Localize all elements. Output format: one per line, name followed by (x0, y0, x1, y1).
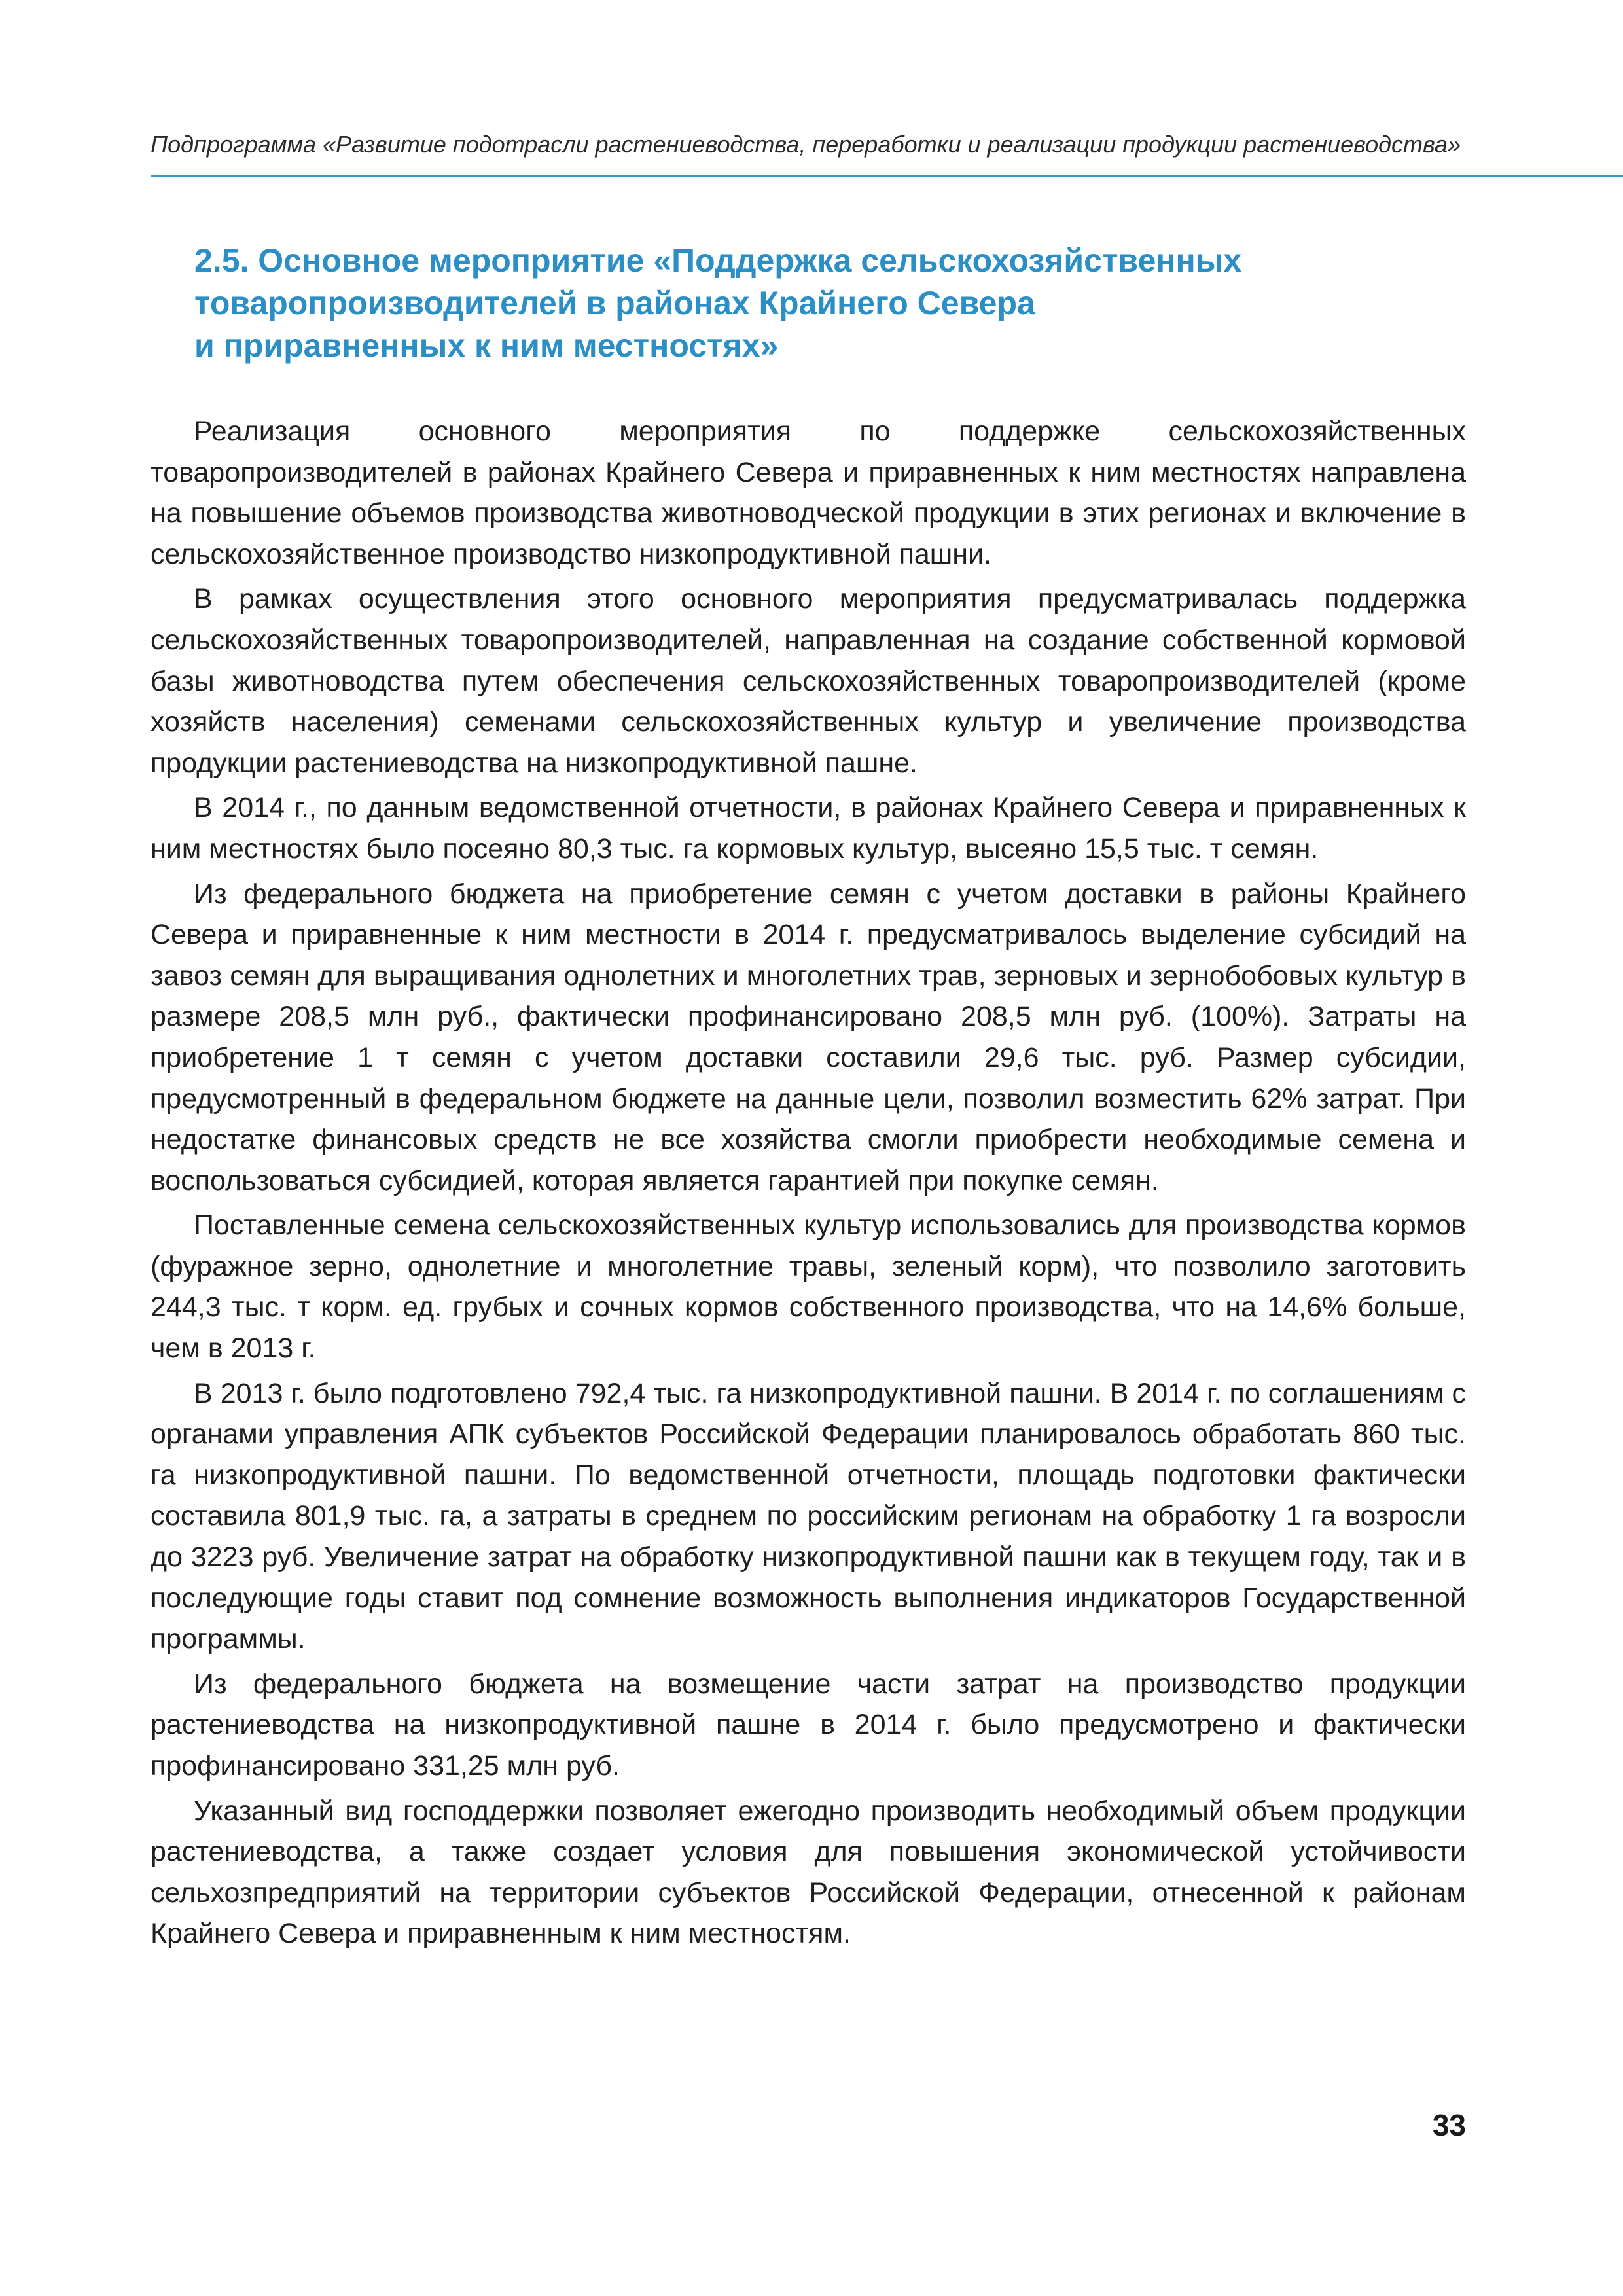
paragraph: Указанный вид господдержки позволяет ежегодно производить необходимый объем продукции растениеводства, а также создает условия для повышения экономической устойчивости сельхозпредприятий на территории субъектов Российской Федерации, отнесенной к районам Крайнего Севера и приравненным к ним местностям. (151, 1795, 1466, 1950)
paragraph: В 2013 г. было подготовлено 792,4 тыс. га низкопродуктивной пашни. В 2014 г. по соглашениям с органами управления АПК субъектов Российской Федерации планировалось обработать 860 тыс. га низкопродуктивной пашни. По ведомственной отчетности, площадь подготовки фактически составила 801,9 тыс. га, а затраты в среднем по российским регионам на обработку 1 га возросли до 3223 руб. Увеличение затрат на обработку низкопродуктивной пашни как в текущем году, так и в последующие годы ставит под сомнение возможность выполнения индикаторов Государственной программы. (151, 1377, 1466, 1655)
section-heading-line: 2.5. Основное мероприятие «Поддержка сельскохозяйственных (194, 242, 1242, 279)
page-number: 33 (1432, 2108, 1466, 2142)
section-heading-line: товаропроизводителей в районах Крайнего Севера (194, 285, 1035, 321)
running-header: Подпрограмма «Развитие подотрасли растениеводства, переработки и реализации продукции растениеводства» (151, 131, 1461, 158)
paragraph: В 2014 г., по данным ведомственной отчетности, в районах Крайнего Севера и приравненных к ним местностях было посеяно 80,3 тыс. га кормовых культур, высеяно 15,5 тыс. т семян. (151, 792, 1466, 865)
paragraph: Из федерального бюджета на приобретение семян с учетом доставки в районы Крайнего Севера и приравненные к ним местности в 2014 г. предусматривалось выделение субсидий на завоз семян для выращивания однолетних и многолетних трав, зерновых и зернобобовых культур в размере 208,5 млн руб., фактически профинансировано 208,5 млн руб. (100%). Затраты на приобретение 1 т семян с учетом доставки составили 29,6 тыс. руб. Размер субсидии, предусмотренный в федеральном бюджете на данные цели, позволил возместить 62% затрат. При недостатке финансовых средств не все хозяйства смогли приобрести необходимые семена и воспользоваться субсидией, которая является гарантией при покупке семян. (151, 878, 1466, 1196)
paragraph: В рамках осуществления этого основного мероприятия предусматривалась поддержка сельскохозяйственных товаропроизводителей, направленная на создание собственной кормовой базы животноводства путем обеспечения сельскохозяйственных товаропроизводителей (кроме хозяйств населения) семенами сельскохозяйственных культур и увеличение производства продукции растениеводства на низкопродуктивной пашне. (151, 583, 1466, 779)
paragraph: Поставленные семена сельскохозяйственных культур использовались для производства кормов (фуражное зерно, однолетние и многолетние травы, зеленый корм), что позволило заготовить 244,3 тыс. т корм. ед. грубых и сочных кормов собственного производства, что на 14,6% больше, чем в 2013 г. (151, 1210, 1466, 1365)
section-heading-line: и приравненных к ним местностях» (194, 327, 779, 364)
paragraph: Реализация основного мероприятия по поддержке сельскохозяйственных товаропроизводителей в районах Крайнего Севера и приравненных к ним местностях направлена на повышение объемов производства животноводческой продукции в этих регионах и включение в сельскохозяйственное производство низкопродуктивной пашни. (151, 416, 1466, 570)
paragraph: Из федерального бюджета на возмещение части затрат на производство продукции растениеводства на низкопродуктивной пашне в 2014 г. было предусмотрено и фактически профинансировано 331,25 млн руб. (151, 1668, 1466, 1782)
header-divider (151, 175, 1623, 177)
section-heading (194, 240, 1438, 367)
body-text (151, 411, 1466, 1958)
